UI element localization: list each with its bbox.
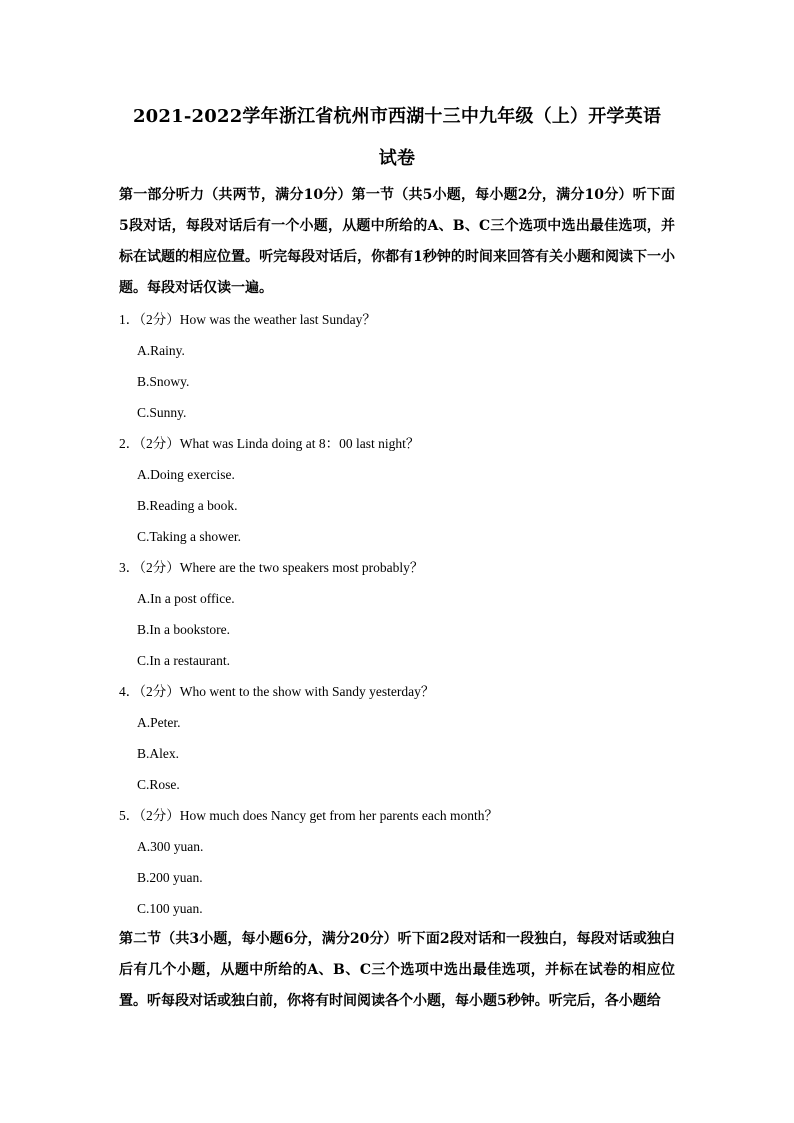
question-5 xyxy=(119,800,675,924)
question-4-option-b: B.Alex. xyxy=(137,746,179,761)
question-4-stem: 4．（2分）Who went to the show with Sandy yesterday？ xyxy=(119,684,435,699)
question-3 xyxy=(119,552,675,676)
title-line-1: 2021-2022学年浙江省杭州市西湖十三中九年级（上）开学英语 xyxy=(132,106,662,127)
question-1-option-a: A.Rainy. xyxy=(137,343,185,358)
question-2-option-b: B.Reading a book. xyxy=(137,498,238,513)
question-1-options xyxy=(119,335,675,428)
question-1-option-b: B.Snowy. xyxy=(137,374,190,389)
question-5-option-a: A.300 yuan. xyxy=(137,839,204,854)
section-1-instructions: 第一部分听力（共两节，满分10分）第一节（共5小题，每小题2分，满分10分）听下面5段对话，每段对话后有一个小题，从题中所给的A、B、C三个选项中选出最佳选项，并标在试题的相应位置。听完每段对话后，你都有1秒钟的时间来回答有关小题和阅读下一小题。每段对话仅读一遍。 xyxy=(119,187,675,296)
exam-page xyxy=(119,96,675,1017)
question-3-option-b: B.In a bookstore. xyxy=(137,622,230,637)
question-2-option-c: C.Taking a shower. xyxy=(137,529,242,544)
question-4-option-c: C.Rose. xyxy=(137,777,180,792)
question-list xyxy=(119,304,675,924)
question-3-option-a: A.In a post office. xyxy=(137,591,235,606)
question-2 xyxy=(119,428,675,552)
question-4 xyxy=(119,676,675,800)
question-5-stem: 5．（2分）How much does Nancy get from her parents each month？ xyxy=(119,808,499,823)
question-5-option-c: C.100 yuan. xyxy=(137,901,203,916)
question-4-options xyxy=(119,707,675,800)
question-5-options xyxy=(119,831,675,924)
question-1-stem: 1．（2分）How was the weather last Sunday？ xyxy=(119,312,376,327)
question-5-option-b: B.200 yuan. xyxy=(137,870,203,885)
section-2-instructions: 第二节（共3小题，每小题6分，满分20分）听下面2段对话和一段独白，每段对话或独白后有几个小题，从题中所给的A、B、C三个选项中选出最佳选项，并标在试卷的相应位置。听每段对话或独白前，你将有时间阅读各个小题，每小题5秒钟。听完后，各小题给 xyxy=(119,931,675,1009)
question-3-options xyxy=(119,583,675,676)
title-line-2: 试卷 xyxy=(378,148,416,169)
question-1-option-c: C.Sunny. xyxy=(137,405,187,420)
question-1 xyxy=(119,304,675,428)
question-2-options xyxy=(119,459,675,552)
question-2-stem: 2．（2分）What was Linda doing at 8：00 last night？ xyxy=(119,436,420,451)
question-3-option-c: C.In a restaurant. xyxy=(137,653,230,668)
question-4-option-a: A.Peter. xyxy=(137,715,181,730)
question-3-stem: 3．（2分）Where are the two speakers most probably？ xyxy=(119,560,424,575)
question-2-option-a: A.Doing exercise. xyxy=(137,467,235,482)
